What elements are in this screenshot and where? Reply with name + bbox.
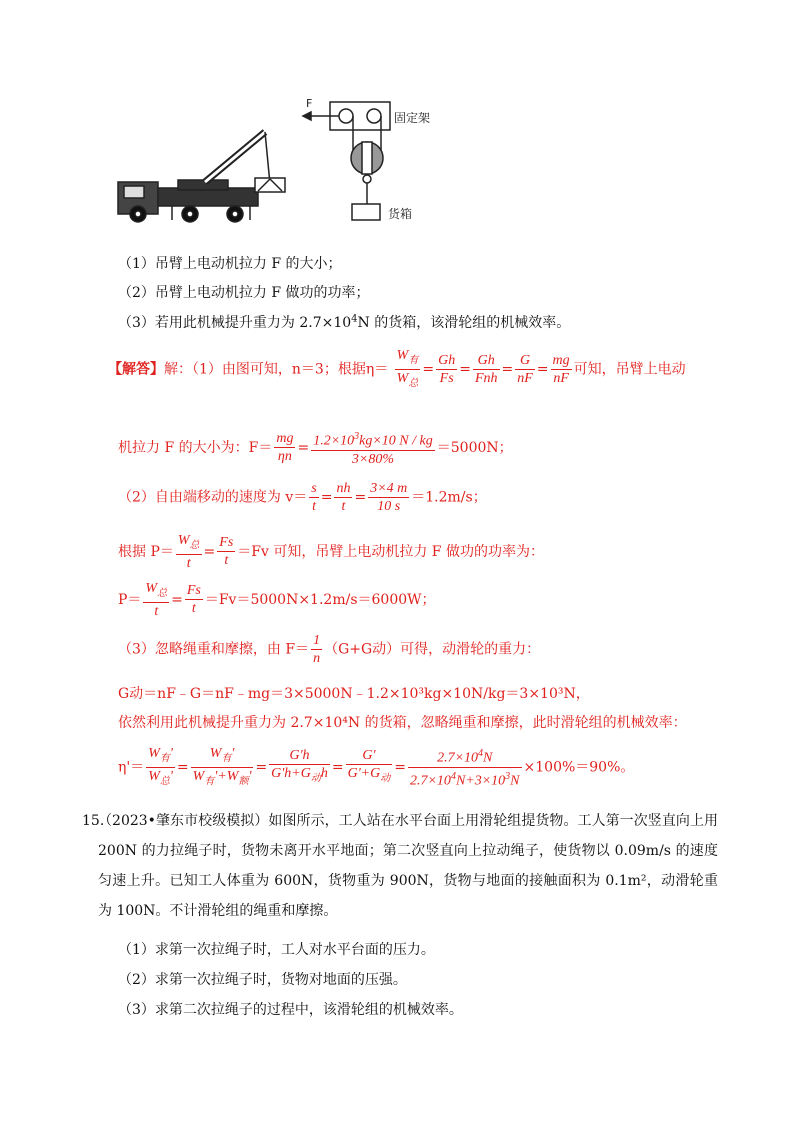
answer-line-4: 根据 P＝ $\frac{W_总}{t}$ = $\frac{Fs}{t}$ ＝Fv 可知，吊臂上电动机拉力 F 做功的功率为： (118, 533, 544, 571)
problem-15-number: 15. (82, 813, 105, 829)
answer-line-9: η'＝ $\frac{W_有'}{W_总'}$ = $\frac{W_有'}{W_有'+W_额'}$ = $\frac{G'h}{G'h+G_动h}$ = $\frac{G'}{G'+G_动}$ = $\frac{2.7\times 10^4N}{2.7\times 10^4N+3\times 10^3N}$ ×100%＝90%。 (118, 746, 635, 789)
answer-line-3: （2）自由端移动的速度为 v＝ $\frac{s}{t}$ = $\frac{nh}{t}$ = $\frac{3\times 4 m}{10 s}$ ＝1.2m/s； (118, 481, 487, 514)
answer-line-7: G动＝nF﹣G＝nF﹣mg＝3×5000N﹣1.2×10³kg×10N/kg＝3×10³N， (118, 686, 590, 702)
pulley-block-drawing (303, 102, 390, 220)
crane-truck-drawing (118, 132, 285, 222)
answer-line-5: P＝ $\frac{W_总}{t}$ = $\frac{Fs}{t}$ ＝Fv＝5000N×1.2m/s＝6000W； (118, 581, 436, 619)
question-2: （2）吊臂上电动机拉力 F 做功的功率； (118, 285, 370, 301)
force-label: F (306, 97, 313, 110)
problem-15-text: （2023•肇东市校级模拟）如图所示，工人站在水平台面上用滑轮组提货物。工人第一次竖直向上用 200N 的力拉绳子时，货物未离开水平地面；第二次竖直向上拉动绳子，使货物以 0.09m/s 的速度匀速上升。已知工人体重为 600N，货物重为 900N，货物与地面的接触面积为 0.1m²，动滑轮重为 100N。不计滑轮组的绳重和摩擦。 (98, 813, 718, 919)
fixed-frame-label: 固定架 (394, 111, 431, 125)
crane-pulley-figure (110, 92, 450, 232)
cargo-label: 货箱 (388, 207, 413, 221)
question-3: （3）若用此机械提升重力为 $2.7\times 10^4N$ 的货箱，该滑轮组的机械效率。 (118, 313, 571, 331)
problem-15-question-3: （3）求第二次拉绳子的过程中，该滑轮组的机械效率。 (118, 1002, 463, 1018)
answer-line-2: 机拉力 F 的大小为：F＝ $\frac{mg}{\eta n}$ = $\frac{1.2\times 10^3kg\times 10 N / kg}{3\times 80\%}$ ＝5000N； (118, 428, 513, 468)
answer-line-1: 【解答】解：（1）由图可知，n＝3；根据η＝ $\frac{W_有}{W_总}$ = $\frac{Gh}{Fs}$ = $\frac{Gh}{\text{Fnh}}$ = $\frac{G}{nF}$ = $\frac{mg}{nF}$ 可知，吊臂上电动 (108, 348, 686, 389)
answer-line-6: （3）忽略绳重和摩擦，由 F＝ $\frac{1}{n}$ （G+G动）可得，动滑轮的重力： (118, 633, 541, 666)
question-1: （1）吊臂上电动机拉力 F 的大小； (118, 256, 342, 272)
problem-15-question-2: （2）求第一次拉绳子时，货物对地面的压强。 (118, 972, 407, 988)
problem-15-question-1: （1）求第一次拉绳子时，工人对水平台面的压力。 (118, 942, 435, 958)
answer-line-8: 依然利用此机械提升重力为 2.7×10⁴N 的货箱，忽略绳重和摩擦，此时滑轮组的机械效率： (118, 715, 687, 731)
answer-tag: 【解答】 (108, 361, 164, 378)
